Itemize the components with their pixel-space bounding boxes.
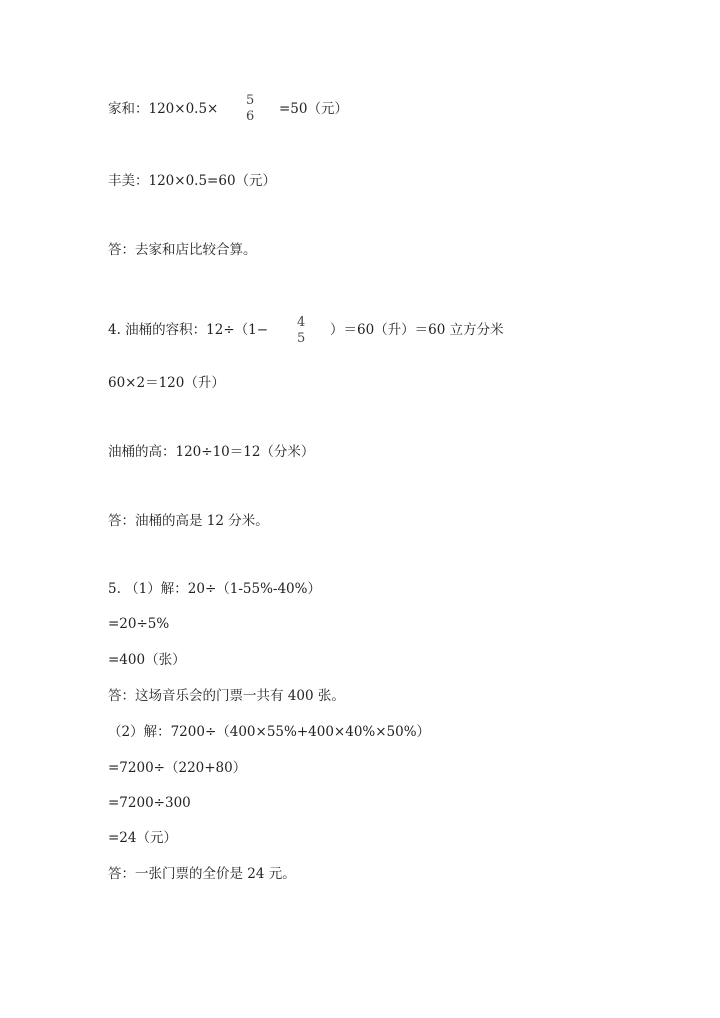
fraction-five-sixths bbox=[246, 93, 254, 125]
jiahe-text-suffix: =50（元） bbox=[279, 101, 348, 117]
q5-step-1: =20÷5% bbox=[108, 616, 170, 632]
fengmei-calculation: 丰美：120×0.5=60（元） bbox=[108, 173, 277, 189]
q5-step-2: =400（张） bbox=[108, 652, 186, 668]
fraction-four-fifths bbox=[297, 315, 305, 347]
answer-store: 答：去家和店比较合算。 bbox=[108, 242, 257, 258]
answer-tank-height: 答：油桶的高是 12 分米。 bbox=[108, 513, 269, 529]
tank-height-calculation: 油桶的高：120÷10＝12（分米） bbox=[108, 444, 315, 460]
answer-ticket-price: 答：一张门票的全价是 24 元。 bbox=[108, 866, 296, 882]
q5-part1-solution: 5. （1）解：20÷（1-55%-40%） bbox=[108, 581, 321, 597]
fraction-numerator: 5 bbox=[246, 93, 255, 108]
jiahe-text-prefix: 家和：120×0.5× bbox=[108, 101, 219, 117]
jiahe-calculation bbox=[108, 100, 218, 118]
volume-doubled: 60×2＝120（升） bbox=[108, 375, 225, 391]
tank-volume-suffix: ）＝60（升）＝60 立方分米 bbox=[330, 322, 504, 338]
tank-volume-prefix: 4. 油桶的容积：12÷（1− bbox=[108, 322, 269, 338]
fraction-denominator: 6 bbox=[246, 109, 255, 124]
q5-part2-step-3: =24（元） bbox=[108, 830, 177, 846]
q5-part2-step-1: =7200÷（220+80） bbox=[108, 760, 247, 776]
q5-part2-solution: （2）解：7200÷（400×55%+400×40%×50%） bbox=[108, 724, 431, 740]
fraction-numerator: 4 bbox=[297, 315, 306, 330]
fraction-denominator: 5 bbox=[297, 331, 306, 346]
answer-ticket-count: 答：这场音乐会的门票一共有 400 张。 bbox=[108, 688, 345, 704]
q5-part2-step-2: =7200÷300 bbox=[108, 795, 191, 811]
